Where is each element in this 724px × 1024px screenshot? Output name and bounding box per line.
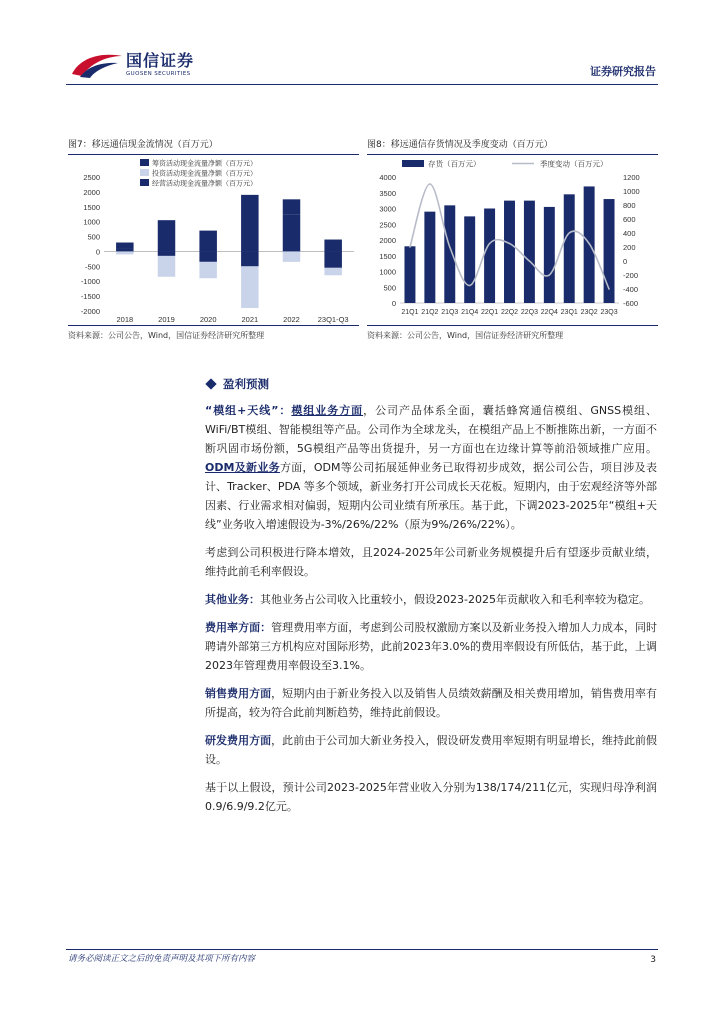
logo-english-name: GUOSEN SECURITIES xyxy=(126,70,191,77)
bar-series-1-0 xyxy=(116,251,134,254)
y-left-tick-label: 4000 xyxy=(379,173,396,182)
bar-series-1-2 xyxy=(199,262,217,278)
y-tick-label: 500 xyxy=(87,232,100,242)
diamond-bullet-icon xyxy=(205,378,216,389)
inventory-bar-5 xyxy=(504,201,515,303)
bar-series-1-5 xyxy=(324,268,342,275)
emphasis-text: 销售费用方面 xyxy=(205,687,272,700)
inventory-bar-6 xyxy=(524,201,535,303)
body-text: 基于以上假设，预计公司2023-2025年营业收入分别为138/174/211亿元，实现归母净利润0.9/6.9/9.2亿元。 xyxy=(205,781,657,813)
inventory-bar-3 xyxy=(464,216,475,303)
y-right-tick-label: 800 xyxy=(623,201,636,210)
bar-series-2-1 xyxy=(158,251,176,255)
guosen-logo xyxy=(70,50,194,80)
cash-flow-chart xyxy=(68,155,359,325)
legend-label: 存货（百万元） xyxy=(428,159,481,169)
inventory-bar-2 xyxy=(444,205,455,303)
quarterly-change-point-0 xyxy=(409,246,411,248)
figure-cash-flow xyxy=(68,138,359,341)
inventory-bar-4 xyxy=(484,209,495,304)
y-left-tick-label: 0 xyxy=(391,299,396,308)
emphasis-text: ODM及新业务 xyxy=(205,461,280,474)
body-text: ，此前由于公司加大新业务投入，假设研发费用率短期有明显增长，维持此前假设。 xyxy=(205,734,658,766)
y-tick-label: 1000 xyxy=(83,217,100,227)
x-tick-label: 2022 xyxy=(283,315,300,324)
y-right-tick-label: 1000 xyxy=(623,187,640,196)
bar-series-0-5 xyxy=(324,240,342,252)
quarterly-change-point-5 xyxy=(509,243,511,245)
x-tick-label: 23Q3 xyxy=(600,309,618,316)
emphasis-text: 费用率方面： xyxy=(205,621,272,634)
y-tick-label: -2000 xyxy=(80,307,100,316)
logo-mark-icon xyxy=(70,50,124,80)
logo-chinese-name: 国信证券 xyxy=(126,50,195,70)
bar-series-0-4 xyxy=(283,214,301,251)
quarterly-change-point-4 xyxy=(489,243,491,245)
figure-source: 资料来源：公司公告，Wind，国信证券经济研究所整理 xyxy=(68,331,265,340)
figure-title: 图8：移远通信存货情况及季度变动（百万元） xyxy=(367,140,553,150)
bar-series-0-3 xyxy=(241,195,258,252)
y-right-tick-label: 0 xyxy=(623,257,628,266)
quarterly-change-point-10 xyxy=(608,288,610,290)
legend-swatch-bar xyxy=(402,160,424,167)
x-tick-label: 2020 xyxy=(199,315,217,324)
y-right-tick-label: 200 xyxy=(623,243,636,252)
paragraph xyxy=(205,778,657,816)
body-text: ，短期内由于新业务投入以及销售人员绩效薪酬及相关费用增加，销售费用率有所提高，较为符合此前判断趋势，维持此前假设。 xyxy=(205,687,658,719)
y-left-tick-label: 3000 xyxy=(379,204,396,214)
x-tick-label: 22Q1 xyxy=(481,309,499,316)
header-divider xyxy=(66,84,658,85)
paragraph xyxy=(205,731,657,769)
body-text: 方面，ODM等公司拓展延伸业务已取得初步成效，据公司公告，项目涉及表计、Tracker、PDA 等多个领域，新业务打开公司成长天花板。短期内，由于宏观经济等外部因素、行业需求相对偏弱，短期内公司业绩有所承压。基于此，下调2023-2025年“模组+天线”业务收入增速假设为-3%/26%/22%（原为9%/26%/22%）。 xyxy=(205,461,657,531)
paragraph-list xyxy=(205,401,657,816)
y-tick-label: -1000 xyxy=(80,277,100,287)
quarterly-change-point-6 xyxy=(529,260,531,262)
y-tick-label: -1500 xyxy=(80,292,100,302)
y-left-tick-label: 1500 xyxy=(379,251,396,261)
y-right-tick-label: -200 xyxy=(623,271,639,280)
y-right-tick-label: 1200 xyxy=(623,173,640,182)
y-right-tick-label: 600 xyxy=(623,215,636,224)
quarterly-change-point-2 xyxy=(449,246,451,248)
x-tick-label: 23Q1 xyxy=(560,309,578,316)
y-tick-label: 0 xyxy=(95,247,100,257)
inventory-bar-1 xyxy=(424,212,435,303)
x-tick-label: 22Q3 xyxy=(520,309,538,316)
bar-series-2-3 xyxy=(241,251,258,266)
body-text: 考虑到公司积极进行降本增效，且2024-2025年公司新业务规模提升后有望逐步贡献业绩，维持此前毛利率假设。 xyxy=(205,546,657,578)
bar-series-0-1 xyxy=(158,220,176,251)
legend-label: 季度变动（百万元） xyxy=(540,159,608,169)
document-type-label: 证券研究报告 xyxy=(590,65,656,78)
emphasis-text: 其他业务： xyxy=(205,593,260,606)
x-tick-label: 22Q2 xyxy=(500,309,519,316)
paragraph xyxy=(205,618,657,675)
legend-swatch-2 xyxy=(140,179,149,186)
y-left-tick-label: 500 xyxy=(383,283,396,293)
legend-label: 筹资活动现金流量净额（百万元） xyxy=(152,160,257,168)
quarterly-change-point-1 xyxy=(429,183,431,185)
x-tick-label: 22Q4 xyxy=(540,309,558,316)
legend-label: 投资活动现金流量净额（百万元） xyxy=(152,170,257,178)
page-number: 3 xyxy=(650,955,656,965)
legend-label: 经营活动现金流量净额（百万元） xyxy=(152,180,257,188)
paragraph xyxy=(205,684,657,722)
y-tick-label: 2500 xyxy=(83,173,100,182)
y-right-tick-label: 400 xyxy=(623,229,636,238)
footer-divider xyxy=(66,949,658,950)
bar-series-0-0 xyxy=(116,248,134,251)
legend-swatch-0 xyxy=(140,159,149,166)
y-right-tick-label: -400 xyxy=(623,285,639,294)
section-heading xyxy=(205,376,657,392)
quarterly-change-point-7 xyxy=(549,274,551,276)
inventory-chart xyxy=(367,155,658,325)
body-text: ，公司产品体系全面，囊括蜂窝通信模组、GNSS模组、WiFi/BT模组、智能模组等产品。公司作为全球龙头，在模组产品上不断推陈出新，一方面不断巩固市场份额，5G模组产品等出货提升，另一方面也在边缘计算等前沿领域推广应用。 xyxy=(205,404,657,455)
y-tick-label: 1500 xyxy=(83,202,100,212)
figure-source: 资料来源：公司公告，Wind，国信证券经济研究所整理 xyxy=(367,331,564,340)
emphasis-text: “模组+天线”： xyxy=(205,404,292,417)
emphasis-text: 研发费用方面 xyxy=(205,734,272,747)
figure-source-divider xyxy=(367,325,658,326)
inventory-bar-8 xyxy=(564,194,575,303)
y-right-tick-label: -600 xyxy=(623,299,639,308)
y-left-tick-label: 2500 xyxy=(379,220,396,230)
x-tick-label: 2018 xyxy=(116,315,134,324)
bar-series-1-4 xyxy=(283,251,301,261)
legend-swatch-1 xyxy=(140,169,149,176)
quarterly-change-point-8 xyxy=(568,232,570,234)
bar-series-0-2 xyxy=(199,231,217,252)
bar-series-1-1 xyxy=(158,256,176,277)
page-header xyxy=(0,0,724,92)
quarterly-change-point-3 xyxy=(469,285,471,287)
inventory-bar-0 xyxy=(404,246,415,303)
y-tick-label: 2000 xyxy=(83,187,100,197)
figure-source-divider xyxy=(68,325,359,326)
x-tick-label: 21Q4 xyxy=(461,309,479,316)
figure-title: 图7：移远通信现金流情况（百万元） xyxy=(68,140,218,150)
x-tick-label: 23Q2 xyxy=(580,309,598,316)
body-text: 管理费用率方面，考虑到公司股权激励方案以及新业务投入增加人力成本，同时聘请外部第三方机构应对国际形势，此前2023年3.0%的费用率假设有所低估，基于此，上调2023年管理费用率假设至3.1%。 xyxy=(205,621,658,672)
x-tick-label: 21Q3 xyxy=(441,309,459,316)
x-tick-label: 21Q2 xyxy=(421,309,439,316)
section-title: 盈利预测 xyxy=(223,377,269,391)
body-text: 其他业务占公司收入比重较小，假设2023-2025年贡献收入和毛利率较为稳定。 xyxy=(260,593,650,606)
x-tick-label: 2019 xyxy=(158,315,175,324)
y-left-tick-label: 2000 xyxy=(379,236,396,245)
figure-inventory xyxy=(367,138,658,341)
x-tick-label: 2021 xyxy=(241,315,259,324)
bar-series-2-4 xyxy=(283,199,301,214)
inventory-bar-7 xyxy=(544,207,555,303)
x-tick-label: 21Q1 xyxy=(401,309,419,316)
x-tick-label: 23Q1-Q3 xyxy=(317,315,349,324)
bar-series-2-2 xyxy=(199,251,217,261)
bar-series-2-0 xyxy=(116,243,134,249)
paragraph xyxy=(205,590,657,609)
emphasis-text: 模组业务方面 xyxy=(291,404,364,417)
paragraph xyxy=(205,401,657,534)
y-tick-label: -500 xyxy=(84,262,100,272)
bar-series-1-3 xyxy=(241,266,258,308)
profit-forecast-section xyxy=(205,376,657,825)
paragraph xyxy=(205,543,657,581)
y-left-tick-label: 3500 xyxy=(379,188,396,198)
bar-series-2-5 xyxy=(324,251,342,267)
disclaimer-notice: 请务必阅读正文之后的免责声明及其项下所有内容 xyxy=(68,954,256,964)
quarterly-change-point-9 xyxy=(588,243,590,245)
y-left-tick-label: 1000 xyxy=(379,267,396,277)
